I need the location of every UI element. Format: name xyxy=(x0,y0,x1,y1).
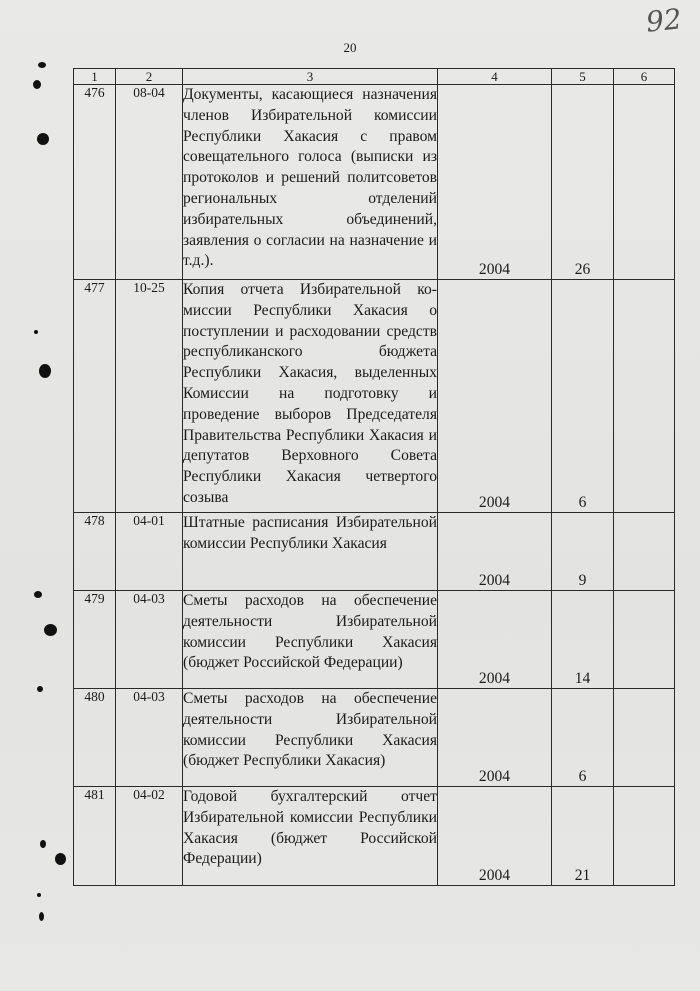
row-index: 04-03 xyxy=(116,689,183,787)
row-title: Сметы расходов на обеспечение деятельности Избирательной комиссии Республики Хакасия (бюджет Республики Хакасия) xyxy=(183,689,438,787)
punch-hole-mark xyxy=(33,80,41,89)
col-header-6: 6 xyxy=(614,69,675,85)
row-note xyxy=(614,787,675,886)
row-year: 2004 xyxy=(438,689,552,787)
table-row xyxy=(74,591,675,689)
row-index: 08-04 xyxy=(116,85,183,280)
row-number: 479 xyxy=(74,591,116,689)
row-note xyxy=(614,85,675,280)
row-count: 14 xyxy=(552,591,614,689)
row-number: 476 xyxy=(74,85,116,280)
punch-hole-mark xyxy=(34,330,38,334)
row-note xyxy=(614,280,675,513)
row-count: 9 xyxy=(552,513,614,591)
col-header-5: 5 xyxy=(552,69,614,85)
row-count: 6 xyxy=(552,689,614,787)
header-row xyxy=(74,69,675,85)
row-index: 10-25 xyxy=(116,280,183,513)
row-year: 2004 xyxy=(438,591,552,689)
row-index: 04-02 xyxy=(116,787,183,886)
table-row xyxy=(74,85,675,280)
row-index: 04-01 xyxy=(116,513,183,591)
table-row xyxy=(74,513,675,591)
punch-hole-mark xyxy=(34,591,42,598)
punch-hole xyxy=(44,624,57,636)
col-header-4: 4 xyxy=(438,69,552,85)
handwritten-sheet-number: 92 xyxy=(644,2,684,39)
row-title: Документы, касающиеся назначения членов Избирательной комиссии Республики Хакасия с правом совещательного голоса (выписки из протоколов и решений политсоветов региональных отделений избирательных объединений, заявления о согласии на назначение и т.д.). xyxy=(183,85,438,280)
row-number: 481 xyxy=(74,787,116,886)
row-index: 04-03 xyxy=(116,591,183,689)
row-number: 477 xyxy=(74,280,116,513)
table-row xyxy=(74,280,675,513)
punch-hole xyxy=(55,853,66,865)
page-number: 20 xyxy=(343,40,357,55)
row-note xyxy=(614,689,675,787)
row-number: 478 xyxy=(74,513,116,591)
row-title: Копия отчета Избирательной комиссии Республики Хакасия о поступлении и расходовании средств республиканского бюджета Республики Хакасия, выделенных Комиссии на подготовку и проведение выборов Председателя Правительства Республики Хакасия и депутатов Верховного Совета Республики Хакасия четвертого созыва xyxy=(183,280,438,513)
row-note xyxy=(614,591,675,689)
col-header-2: 2 xyxy=(116,69,183,85)
row-note xyxy=(614,513,675,591)
row-year: 2004 xyxy=(438,513,552,591)
punch-hole xyxy=(37,133,49,145)
row-count: 6 xyxy=(552,280,614,513)
punch-hole-mark xyxy=(40,840,46,848)
punch-hole-mark xyxy=(39,912,44,921)
punch-hole-mark xyxy=(37,893,41,897)
row-year: 2004 xyxy=(438,85,552,280)
row-number: 480 xyxy=(74,689,116,787)
inventory-table xyxy=(73,68,675,886)
row-title: Сметы расходов на обеспечение деятельности Избирательной комиссии Республики Хакасия (бюджет Российской Федерации) xyxy=(183,591,438,689)
row-title: Годовой бухгалтерский отчет Избирательной комиссии Республики Хакасия (бюджет Российской Федерации) xyxy=(183,787,438,886)
punch-hole-mark xyxy=(37,686,43,692)
col-header-1: 1 xyxy=(74,69,116,85)
row-year: 2004 xyxy=(438,787,552,886)
punch-hole-mark xyxy=(38,62,46,68)
row-count: 21 xyxy=(552,787,614,886)
table-row xyxy=(74,689,675,787)
row-count: 26 xyxy=(552,85,614,280)
col-header-3: 3 xyxy=(183,69,438,85)
punch-hole xyxy=(39,364,51,378)
table-row xyxy=(74,787,675,886)
row-year: 2004 xyxy=(438,280,552,513)
row-title: Штатные расписания Избирательной комиссии Республики Хакасия xyxy=(183,513,438,591)
